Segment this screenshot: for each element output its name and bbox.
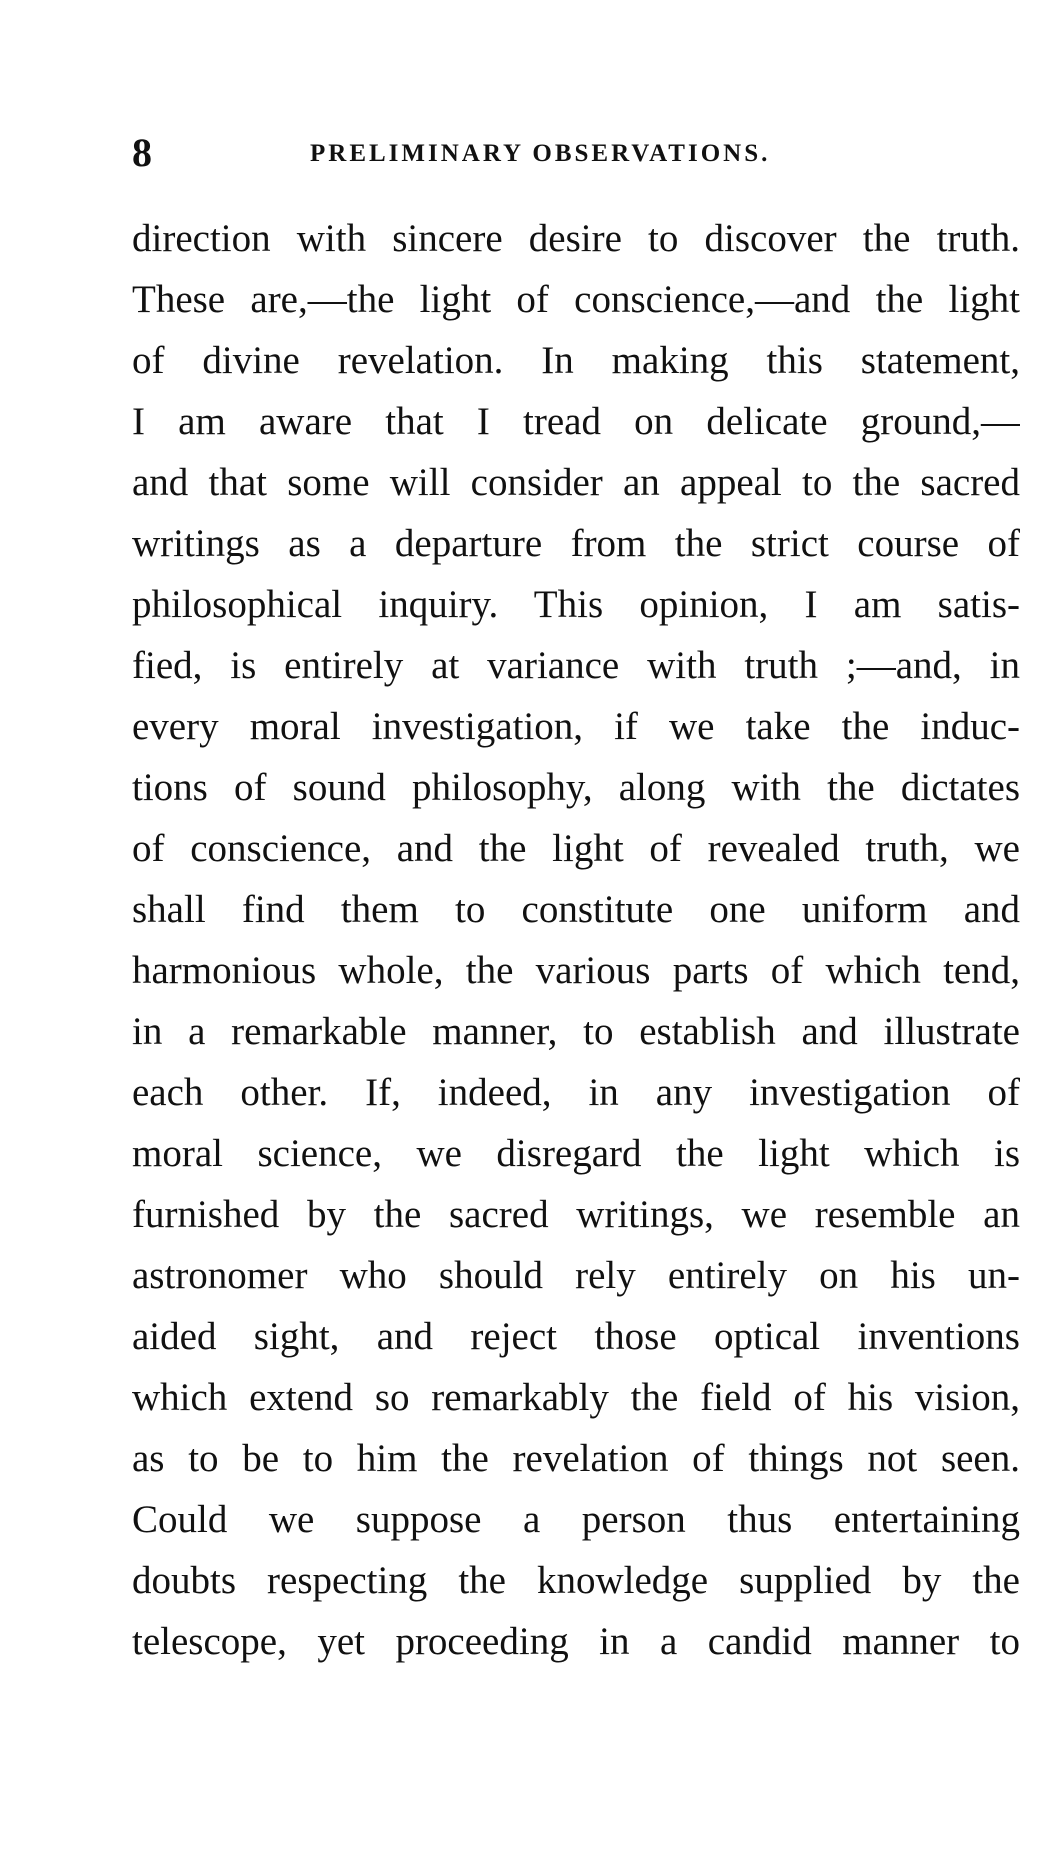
text-line: shall find them to constitute one uniform and [132, 888, 1020, 931]
text-line: which extend so remarkably the field of his vision, [132, 1376, 1020, 1419]
text-line: philosophical inquiry. This opinion, I am satis- [132, 583, 1020, 626]
text-line: each other. If, indeed, in any investigation of [132, 1071, 1020, 1114]
text-line: These are,—the light of conscience,—and the light [132, 278, 1020, 321]
text-line: tions of sound philosophy, along with the dictates [132, 766, 1020, 809]
text-line: aided sight, and reject those optical inventions [132, 1315, 1020, 1358]
text-line: doubts respecting the knowledge supplied by the [132, 1559, 1020, 1602]
text-line: moral science, we disregard the light which is [132, 1132, 1020, 1175]
text-line: of conscience, and the light of revealed truth, we [132, 827, 1020, 870]
text-line: writings as a departure from the strict course of [132, 522, 1020, 565]
page-header [132, 128, 1020, 178]
text-line: telescope, yet proceeding in a candid manner to [132, 1620, 1020, 1663]
body-text [132, 208, 1020, 1672]
text-line: harmonious whole, the various parts of which tend, [132, 949, 1020, 992]
text-line: furnished by the sacred writings, we resemble an [132, 1193, 1020, 1236]
text-line: I am aware that I tread on delicate ground,— [132, 400, 1020, 443]
page-number: 8 [132, 130, 152, 175]
text-line: every moral investigation, if we take the induc- [132, 705, 1020, 748]
text-line: direction with sincere desire to discover the truth. [132, 217, 1020, 260]
text-line: as to be to him the revelation of things not seen. [132, 1437, 1020, 1480]
text-line: and that some will consider an appeal to the sacred [132, 461, 1020, 504]
text-line: fied, is entirely at variance with truth ;—and, in [132, 644, 1020, 687]
text-line: of divine revelation. In making this statement, [132, 339, 1020, 382]
text-line: in a remarkable manner, to establish and illustrate [132, 1010, 1020, 1053]
text-line: astronomer who should rely entirely on his un- [132, 1254, 1020, 1297]
running-title: PRELIMINARY OBSERVATIONS. [310, 140, 771, 167]
text-line: Could we suppose a person thus entertaining [132, 1498, 1020, 1541]
